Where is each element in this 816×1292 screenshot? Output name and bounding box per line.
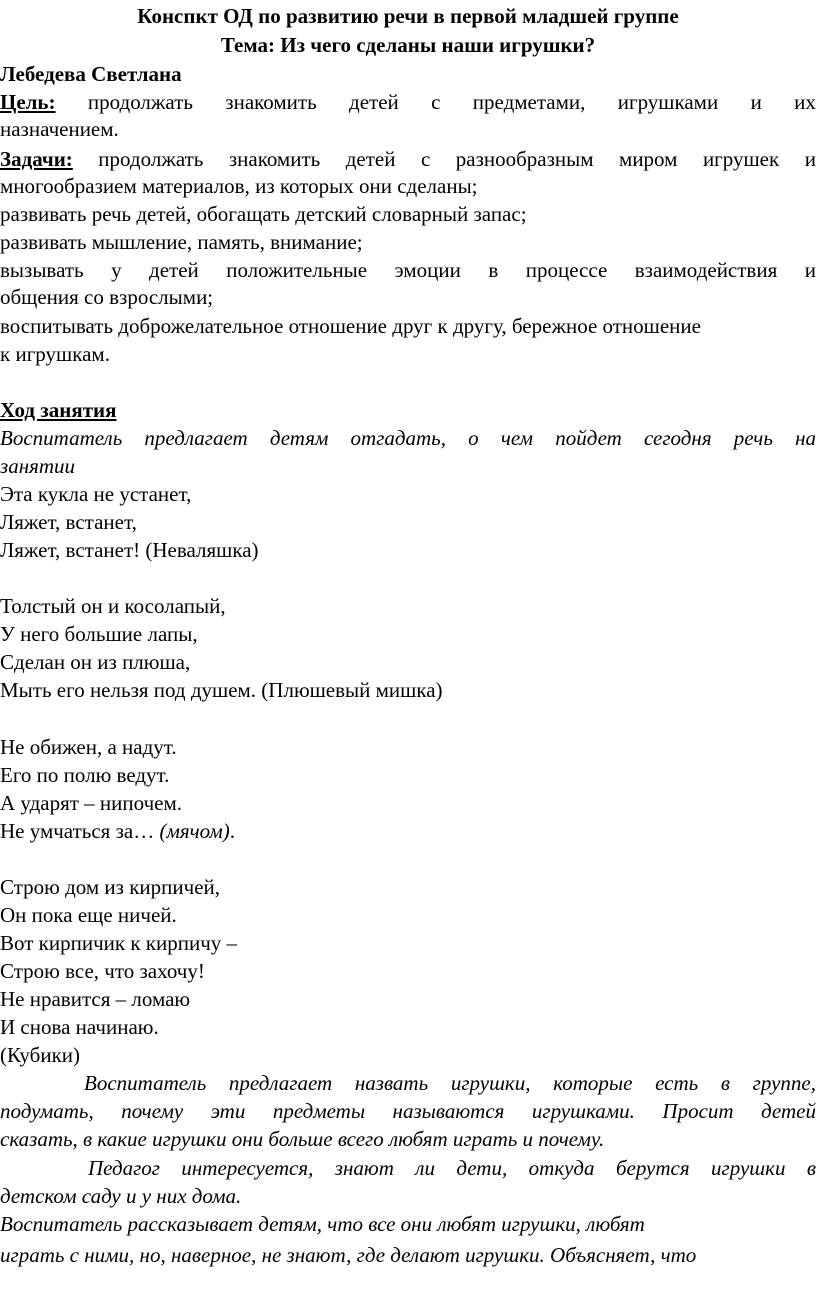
tasks-label: Задачи: (0, 147, 73, 171)
paragraph3-line-1: Воспитатель рассказывает детям, что все они любят игрушки, любят (0, 1212, 645, 1236)
riddle3-last-line: Не умчаться за… (мячом). (0, 819, 235, 843)
lesson-intro-line-2: занятии (0, 454, 76, 478)
document-title: Конспкт ОД по развитию речи в первой младшей группе (137, 4, 679, 28)
task-emotions-line-1: вызывать у детей положительные эмоции в процессе взаимодействия и (0, 258, 816, 282)
goal-line-1: Цель: продолжать знакомить детей с предметами, игрушками и их (0, 90, 816, 114)
riddle3-line: А ударят – нипочем. (0, 791, 183, 815)
lesson-heading: Ход занятия (0, 398, 117, 422)
riddle4-line: Он пока еще ничей. (0, 903, 177, 927)
task-attitude-line-1: воспитывать доброжелательное отношение друг к другу, бережное отношение (0, 314, 701, 338)
paragraph3-line-2: играть с ними, но, наверное, не знают, где делают игрушки. Объясняет, что (0, 1243, 697, 1267)
paragraph2-line-1: Педагог интересуется, знают ли дети, откуда берутся игрушки в (88, 1156, 816, 1180)
riddle4-line: Строю дом из кирпичей, (0, 875, 220, 899)
paragraph1-line-3: сказать, в какие игрушки они больше всего любят играть и почему. (0, 1127, 605, 1151)
riddle2-line: Толстый он и косолапый, (0, 594, 226, 618)
author-name: Лебедева Светлана (0, 62, 182, 86)
riddle2-line: Сделан он из плюша, (0, 650, 191, 674)
paragraph1-line-1: Воспитатель предлагает назвать игрушки, которые есть в группе, (84, 1071, 816, 1095)
riddle2-line: У него большие лапы, (0, 622, 198, 646)
document-subtitle: Тема: Из чего сделаны наши игрушки? (220, 33, 596, 57)
riddle4-line: Вот кирпичик к кирпичу – (0, 931, 238, 955)
lesson-intro-line-1: Воспитатель предлагает детям отгадать, о чем пойдет сегодня речь на (0, 426, 816, 450)
tasks-line-2: многообразием материалов, из которых они сделаны; (0, 174, 478, 198)
riddle3-answer: (мячом) (159, 819, 230, 843)
riddle1-line: Ляжет, встанет! (Неваляшка) (0, 538, 259, 562)
task-speech: развивать речь детей, обогащать детский словарный запас; (0, 202, 527, 226)
paragraph1-line-2: подумать, почему эти предметы называются игрушками. Просит детей (0, 1099, 816, 1123)
riddle3-line: Не обижен, а надут. (0, 735, 177, 759)
riddle4-line: Строю все, что захочу! (0, 959, 205, 983)
task-emotions-line-2: общения со взрослыми; (0, 285, 214, 309)
riddle3-line: Его по полю ведут. (0, 763, 170, 787)
riddle4-line: Не нравится – ломаю (0, 987, 191, 1011)
riddle1-line: Ляжет, встанет, (0, 510, 137, 534)
goal-line-2: назначением. (0, 117, 119, 141)
task-thinking: развивать мышление, память, внимание; (0, 230, 363, 254)
riddle1-line: Эта кукла не устанет, (0, 482, 192, 506)
riddle4-line: И снова начинаю. (0, 1015, 159, 1039)
riddle4-answer: (Кубики) (0, 1043, 81, 1067)
task-attitude-line-2: к игрушкам. (0, 342, 110, 366)
tasks-line-1: Задачи: продолжать знакомить детей с разнообразным миром игрушек и (0, 147, 816, 171)
riddle2-line: Мыть его нельзя под душем. (Плюшевый мишка) (0, 678, 443, 702)
goal-label: Цель: (0, 90, 56, 114)
paragraph2-line-2: детском саду и у них дома. (0, 1184, 242, 1208)
